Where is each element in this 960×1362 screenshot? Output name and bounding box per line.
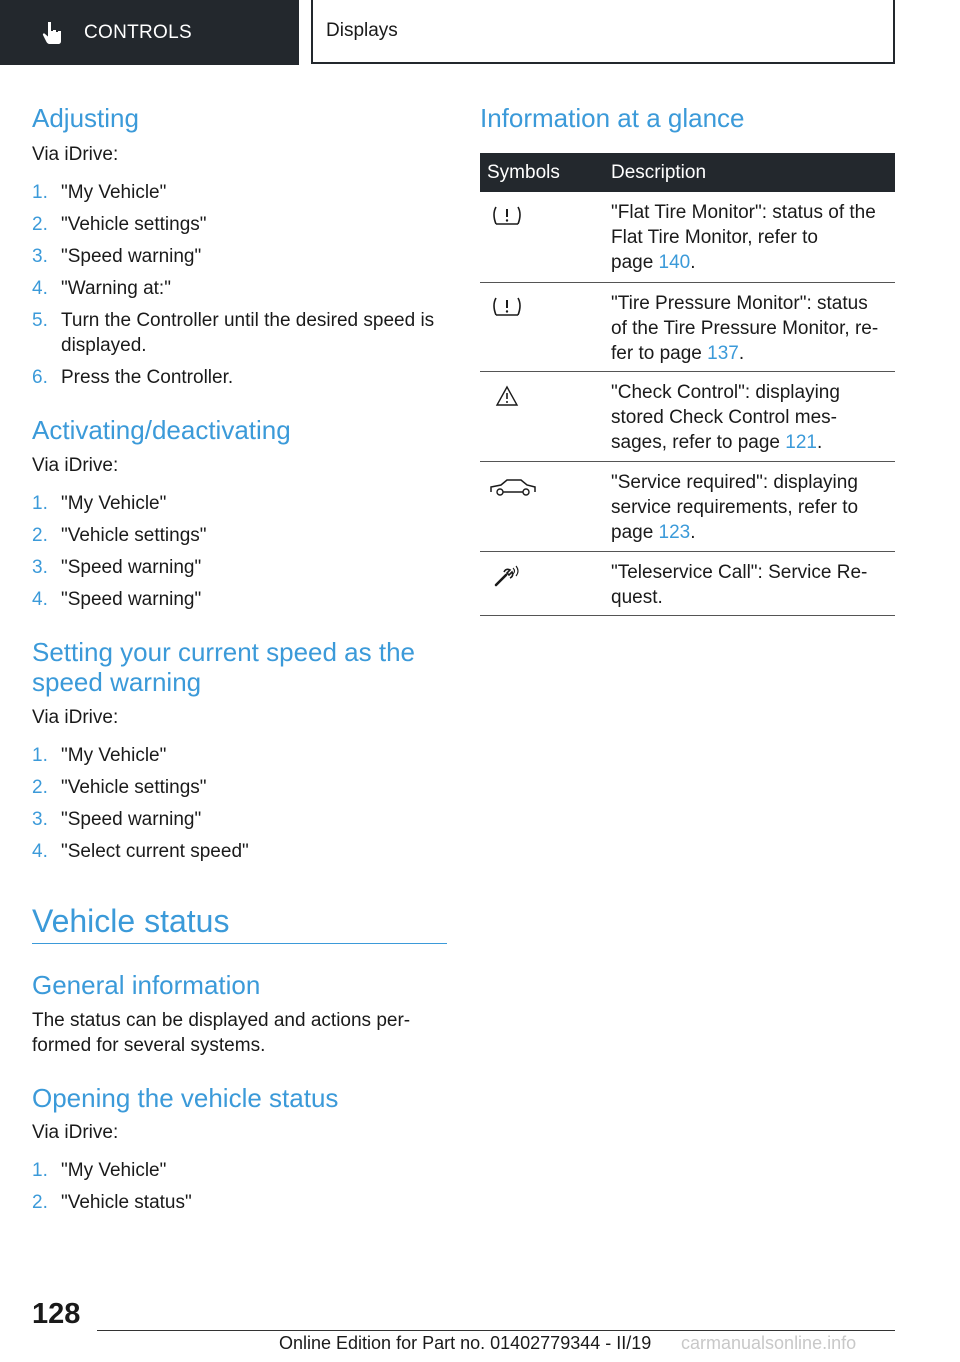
table-row xyxy=(480,462,895,552)
list-item: 2. "Vehicle status" xyxy=(32,1192,192,1213)
list-item: 3. "Speed warning" xyxy=(32,809,202,830)
table-header xyxy=(480,153,895,192)
heading-vehicle-status: Vehicle status xyxy=(32,903,230,939)
list-item: 2. "Vehicle settings" xyxy=(32,777,207,798)
heading-current-speed-line2: speed warning xyxy=(32,667,202,697)
footer-rule xyxy=(97,1330,895,1331)
column-header-description: Description xyxy=(611,162,707,183)
table-row xyxy=(480,192,895,283)
adjusting-intro: Via iDrive: xyxy=(32,144,119,165)
heading-activating: Activating/deactivating xyxy=(32,415,291,445)
adjusting-steps xyxy=(32,180,447,397)
table-row xyxy=(480,372,895,462)
list-item: 3. "Speed warning" xyxy=(32,246,202,267)
list-item: 2. "Vehicle settings" xyxy=(32,525,207,546)
list-item: 1. "My Vehicle" xyxy=(32,1160,167,1181)
heading-current-speed-line1: Setting your current speed as the xyxy=(32,637,416,667)
list-item: 6. Press the Controller. xyxy=(32,367,234,388)
chapter-tab-label: Displays xyxy=(326,20,398,41)
table-row xyxy=(480,552,895,616)
row-description: "Service required": displaying service requirements, refer to page 123. xyxy=(611,472,859,543)
service-car-icon xyxy=(487,474,539,500)
general-info-line2: formed for several systems. xyxy=(32,1035,266,1056)
section-tab-label: CONTROLS xyxy=(84,21,192,43)
watermark: carmanualsonline.info xyxy=(681,1333,857,1353)
heading-opening-vehicle-status: Opening the vehicle status xyxy=(32,1083,339,1113)
heading-general-information: General information xyxy=(32,970,261,1000)
pointing-hand-icon xyxy=(42,21,64,45)
activating-intro: Via iDrive: xyxy=(32,455,119,476)
list-item: 5. Turn the Controller until the desired speed is displayed. xyxy=(32,310,435,356)
general-info-line1: The status can be displayed and actions per- xyxy=(32,1010,411,1031)
opening-intro: Via iDrive: xyxy=(32,1122,119,1143)
heading-rule xyxy=(32,943,447,944)
chapter-tab-displays xyxy=(311,0,895,64)
current-speed-intro: Via iDrive: xyxy=(32,707,119,728)
table-row xyxy=(480,283,895,372)
page-link-137[interactable]: 137 xyxy=(707,343,739,364)
list-item: 1. "My Vehicle" xyxy=(32,182,167,203)
list-item: 1. "My Vehicle" xyxy=(32,493,167,514)
list-item: 4. "Select current speed" xyxy=(32,841,249,862)
row-description: "Tire Pressure Monitor": status of the Tire Pressure Monitor, re- fer to page 137. xyxy=(611,293,879,364)
activating-steps xyxy=(32,491,447,619)
heading-adjusting: Adjusting xyxy=(32,103,139,133)
page-link-123[interactable]: 123 xyxy=(658,522,691,543)
list-item: 4. "Warning at:" xyxy=(32,278,171,299)
page-link-121[interactable]: 121 xyxy=(785,432,817,453)
footer-edition: Online Edition for Part no. 01402779344 - II/19 xyxy=(279,1333,652,1353)
row-description: "Teleservice Call": Service Re- quest. xyxy=(611,562,868,608)
check-control-warning-icon xyxy=(487,384,527,410)
section-tab-controls xyxy=(0,0,299,65)
page-link-140[interactable]: 140 xyxy=(658,252,691,273)
column-header-symbols: Symbols xyxy=(487,162,560,183)
tire-pressure-monitor-icon xyxy=(487,295,527,321)
flat-tire-monitor-icon xyxy=(487,204,527,230)
opening-steps xyxy=(32,1158,447,1222)
heading-information-at-a-glance: Information at a glance xyxy=(480,103,745,133)
teleservice-wrench-icon xyxy=(487,564,527,590)
list-item: 1. "My Vehicle" xyxy=(32,745,167,766)
list-item: 2. "Vehicle settings" xyxy=(32,214,207,235)
page-number: 128 xyxy=(32,1298,81,1330)
row-description: "Check Control": displaying stored Check Control mes- sages, refer to page 121. xyxy=(611,382,840,453)
current-speed-steps xyxy=(32,743,447,871)
list-item: 4. "Speed warning" xyxy=(32,589,202,610)
list-item: 3. "Speed warning" xyxy=(32,557,202,578)
row-description: "Flat Tire Monitor": status of the Flat Tire Monitor, refer to page 140. xyxy=(611,202,876,273)
